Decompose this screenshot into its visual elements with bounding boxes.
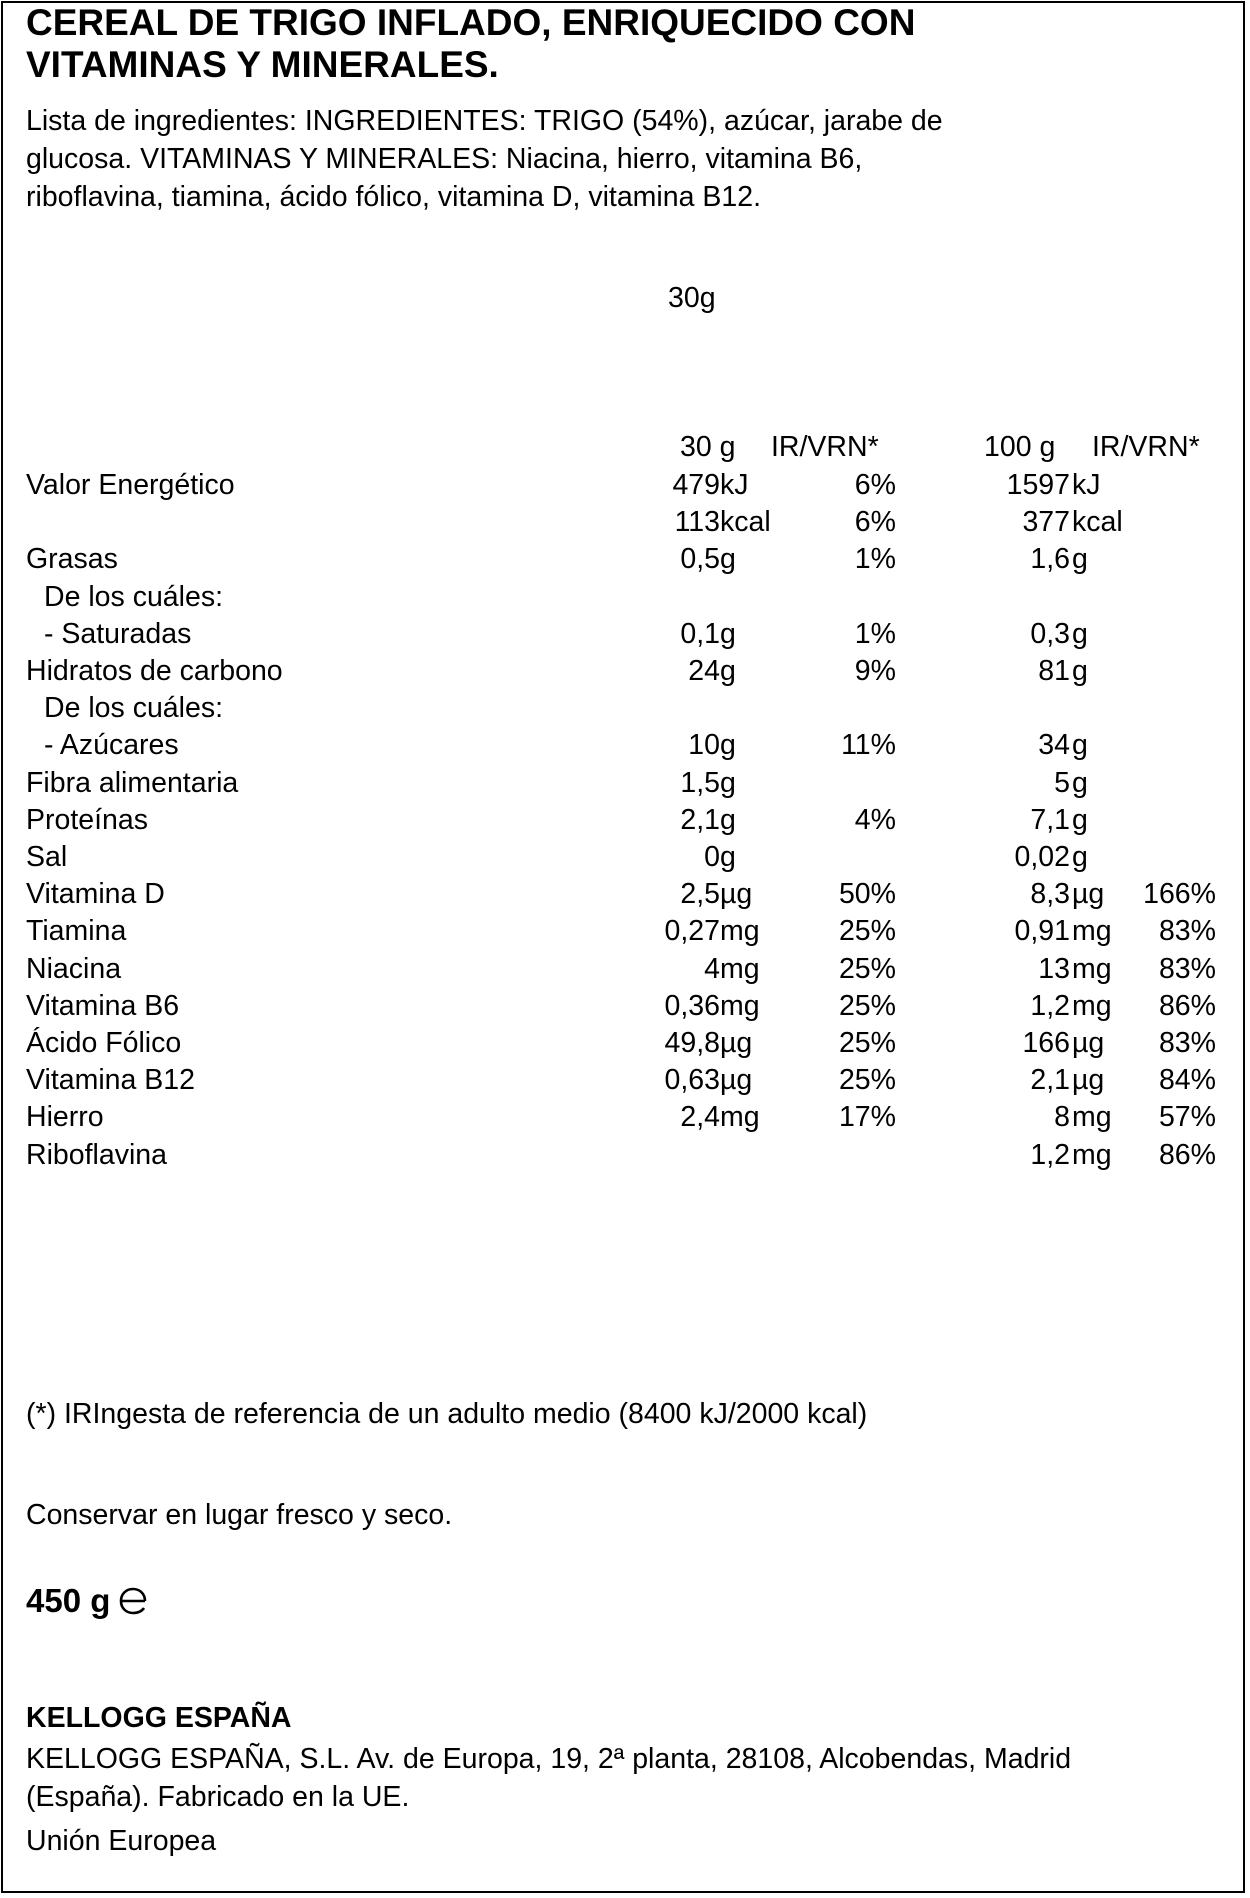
table-row — [0, 841, 1250, 878]
ir-30g: 17% — [838, 1101, 896, 1134]
ir-30g: 1% — [854, 617, 896, 650]
company-name: KELLOGG ESPAÑA — [26, 1702, 292, 1734]
table-row — [0, 581, 1250, 618]
value-30g: 0,5 — [680, 543, 720, 576]
unit-100g: µg — [1072, 1027, 1105, 1059]
value-100g: 2,1 — [1030, 1064, 1070, 1097]
ingredients-line-1: Lista de ingredientes: INGREDIENTES: TRIGO (54%), azúcar, jarabe de — [26, 105, 943, 137]
value-30g: 49,8 — [664, 1027, 720, 1059]
value-100g: 8 — [1054, 1101, 1070, 1134]
ir-30g: 25% — [838, 989, 896, 1022]
unit-100g: kcal — [1072, 506, 1123, 539]
value-100g: 5 — [1054, 766, 1070, 799]
value-100g: 1,2 — [1030, 989, 1070, 1022]
company-address-line-2: (España). Fabricado en la UE. — [26, 1781, 410, 1813]
unit-100g: kJ — [1072, 469, 1101, 501]
value-30g: 113 — [674, 506, 720, 539]
unit-100g: g — [1072, 617, 1088, 650]
unit-100g: mg — [1072, 1101, 1112, 1134]
ir-30g: 4% — [854, 803, 896, 836]
table-row — [0, 692, 1250, 729]
company-address-line-1: KELLOGG ESPAÑA, S.L. Av. de Europa, 19, 2ª planta, 28108, Alcobendas, Madrid — [26, 1743, 1072, 1775]
unit-30g: mg — [720, 989, 760, 1022]
value-30g: 24 — [688, 655, 720, 687]
ir-30g: 50% — [838, 878, 896, 911]
ir-30g: 9% — [854, 655, 896, 687]
unit-30g: g — [720, 543, 736, 576]
ir-100g: 84% — [1158, 1064, 1216, 1097]
nutrient-label: Vitamina D — [26, 878, 165, 911]
footnote: (*) IRIngesta de referencia de un adulto medio (8400 kJ/2000 kcal) — [26, 1398, 868, 1430]
table-row — [0, 767, 1250, 804]
ir-30g: 11% — [841, 729, 896, 762]
origin: Unión Europea — [26, 1825, 217, 1857]
table-row — [0, 469, 1250, 506]
value-100g: 81 — [1038, 655, 1070, 687]
nutrient-label: De los cuáles: — [44, 692, 224, 725]
value-100g: 13 — [1038, 952, 1070, 985]
value-100g: 0,3 — [1030, 617, 1070, 650]
ir-100g: 83% — [1158, 952, 1216, 985]
table-row — [0, 1027, 1250, 1064]
nutrient-label: De los cuáles: — [44, 580, 224, 613]
table-row — [0, 729, 1250, 766]
unit-100g: µg — [1072, 878, 1105, 911]
unit-100g: g — [1072, 766, 1088, 799]
ir-100g: 83% — [1158, 1027, 1216, 1059]
unit-100g: g — [1072, 803, 1088, 836]
header-ir-100g: IR/VRN* — [1092, 431, 1200, 463]
table-row — [0, 543, 1250, 580]
product-title — [26, 2, 915, 86]
nutrient-label: Valor Energético — [26, 469, 235, 501]
value-100g: 8,3 — [1030, 878, 1070, 911]
ir-100g: 83% — [1158, 915, 1216, 948]
header-ir-30g: IR/VRN* — [771, 431, 879, 463]
unit-30g: mg — [720, 1101, 760, 1134]
nutrient-label: - Azúcares — [44, 729, 179, 762]
unit-30g: µg — [720, 1027, 753, 1059]
value-30g: 2,4 — [680, 1101, 720, 1134]
table-row — [0, 915, 1250, 952]
value-100g: 0,91 — [1014, 915, 1070, 948]
table-row — [0, 953, 1250, 990]
value-30g: 479 — [672, 469, 720, 501]
ingredients-list — [26, 102, 1216, 216]
value-30g: 0,36 — [664, 989, 720, 1022]
net-weight-value: 450 g — [26, 1582, 111, 1619]
unit-100g: mg — [1072, 1138, 1112, 1171]
nutrient-label: Fibra alimentaria — [26, 766, 239, 799]
nutrient-label: Proteínas — [26, 803, 148, 836]
unit-30g: µg — [720, 878, 753, 911]
ir-30g: 6% — [854, 469, 896, 501]
ir-100g: 86% — [1158, 1138, 1216, 1171]
unit-100g: g — [1072, 841, 1088, 873]
value-100g: 0,02 — [1014, 841, 1070, 873]
nutrient-label: Grasas — [26, 543, 118, 576]
nutrient-label: Riboflavina — [26, 1138, 167, 1171]
unit-100g: µg — [1072, 1064, 1105, 1097]
unit-30g: g — [720, 766, 736, 799]
portion-size: 30g — [668, 282, 716, 314]
unit-100g: g — [1072, 729, 1088, 762]
unit-30g: g — [720, 841, 736, 873]
value-30g: 10 — [688, 729, 720, 762]
ir-30g: 25% — [838, 1064, 896, 1097]
value-100g: 1597 — [1006, 469, 1070, 501]
ir-30g: 25% — [838, 1027, 896, 1059]
ir-100g: 86% — [1158, 989, 1216, 1022]
ir-100g: 57% — [1158, 1101, 1216, 1134]
value-100g: 166 — [1022, 1027, 1070, 1059]
table-row — [0, 1139, 1250, 1176]
ir-30g: 25% — [838, 915, 896, 948]
header-100g: 100 g — [984, 431, 1056, 463]
nutrient-label: Tiamina — [26, 915, 127, 948]
title-line-2: VITAMINAS Y MINERALES. — [26, 44, 499, 85]
ir-30g: 25% — [838, 952, 896, 985]
ir-30g: 6% — [854, 506, 896, 539]
unit-100g: mg — [1072, 989, 1112, 1022]
value-30g: 0 — [704, 841, 720, 873]
value-30g: 2,5 — [680, 878, 720, 911]
ingredients-line-2: glucosa. VITAMINAS Y MINERALES: Niacina, hierro, vitamina B6, — [26, 143, 863, 175]
unit-30g: g — [720, 655, 736, 687]
unit-100g: mg — [1072, 952, 1112, 985]
value-100g: 34 — [1038, 729, 1070, 762]
value-30g: 2,1 — [680, 803, 720, 836]
table-row — [0, 1064, 1250, 1101]
nutrient-label: - Saturadas — [44, 617, 192, 650]
unit-30g: µg — [720, 1064, 753, 1097]
value-30g: 0,63 — [664, 1064, 720, 1097]
value-30g: 0,1 — [680, 617, 720, 650]
value-100g: 1,6 — [1030, 543, 1070, 576]
table-row — [0, 878, 1250, 915]
nutrient-label: Vitamina B6 — [26, 989, 180, 1022]
ir-100g: 166% — [1143, 878, 1216, 911]
ir-30g: 1% — [854, 543, 896, 576]
nutrient-label: Niacina — [26, 952, 122, 985]
storage-instructions: Conservar en lugar fresco y seco. — [26, 1499, 453, 1531]
value-30g: 0,27 — [664, 915, 720, 948]
unit-30g: kcal — [720, 506, 771, 539]
unit-100g: mg — [1072, 915, 1112, 948]
unit-30g: g — [720, 803, 736, 836]
nutrient-label: Ácido Fólico — [26, 1027, 182, 1059]
value-100g: 7,1 — [1030, 803, 1070, 836]
value-30g: 4 — [704, 952, 720, 985]
nutrient-label: Sal — [26, 841, 68, 873]
unit-100g: g — [1072, 543, 1088, 576]
estimated-sign-icon — [116, 1584, 150, 1618]
unit-100g: g — [1072, 655, 1088, 687]
nutrient-label: Vitamina B12 — [26, 1064, 195, 1097]
unit-30g: kJ — [720, 469, 749, 501]
ingredients-line-3: riboflavina, tiamina, ácido fólico, vitamina D, vitamina B12. — [26, 181, 762, 213]
nutrient-label: Hidratos de carbono — [26, 655, 283, 687]
table-row — [0, 618, 1250, 655]
unit-30g: mg — [720, 952, 760, 985]
table-row — [0, 655, 1250, 692]
net-weight — [26, 1582, 150, 1620]
unit-30g: mg — [720, 915, 760, 948]
table-row — [0, 804, 1250, 841]
value-30g: 1,5 — [680, 766, 720, 799]
unit-30g: g — [720, 617, 736, 650]
title-line-1: CEREAL DE TRIGO INFLADO, ENRIQUECIDO CON — [26, 2, 916, 43]
table-row — [0, 506, 1250, 543]
value-100g: 1,2 — [1030, 1138, 1070, 1171]
header-30g: 30 g — [680, 431, 736, 463]
nutrient-label: Hierro — [26, 1101, 104, 1134]
table-row — [0, 990, 1250, 1027]
unit-30g: g — [720, 729, 736, 762]
value-100g: 377 — [1022, 506, 1070, 539]
table-row — [0, 1101, 1250, 1138]
